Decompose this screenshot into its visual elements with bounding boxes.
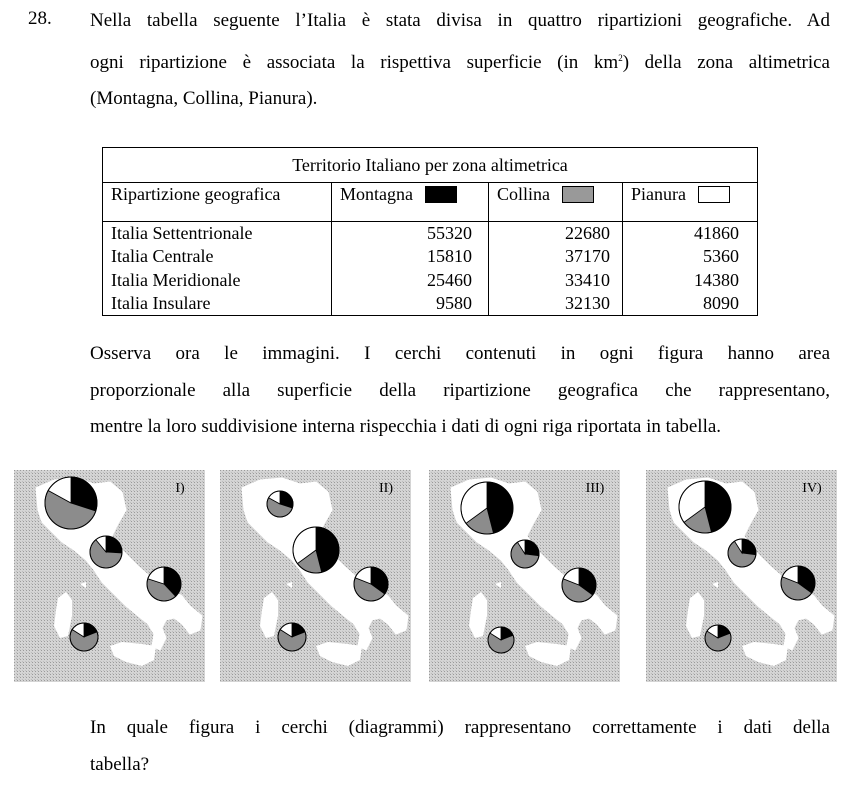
observe-line: proporzionale alla superficie della ripartizione geografica che rappresentano,: [90, 379, 830, 401]
montagna-values: [332, 222, 489, 316]
region-name: Italia Centrale: [111, 246, 214, 267]
collina-values: [489, 222, 623, 316]
pie-chart: [354, 567, 388, 601]
region-name: Italia Insulare: [111, 292, 211, 313]
table-title: Territorio Italiano per zona altimetrica: [103, 148, 758, 183]
pie-chart: [147, 567, 181, 601]
value-cell: 55320: [427, 223, 472, 243]
pie-chart: [511, 540, 539, 568]
pie-chart: [562, 568, 596, 602]
observe-paragraph: [90, 336, 830, 446]
table-body-row: [103, 222, 758, 316]
map-figure: [14, 470, 205, 682]
figures-row: [14, 470, 834, 682]
ask-line: tabella?: [90, 753, 150, 775]
value-cell: 37170: [565, 246, 610, 267]
value-cell: 14380: [694, 269, 739, 290]
montagna-swatch: [425, 186, 457, 203]
value-cell: 8090: [703, 292, 739, 313]
value-cell: 5360: [703, 246, 739, 267]
pie-chart: [488, 627, 514, 653]
question-ask: [90, 710, 830, 783]
figure-label: IV): [802, 481, 822, 496]
value-cell: 33410: [565, 269, 610, 290]
pie-chart: [45, 477, 97, 529]
data-table: [102, 147, 758, 316]
map-figure: [646, 470, 837, 682]
map-figure: [220, 470, 411, 682]
figure-I[interactable]: [14, 470, 205, 682]
header-region: Ripartizione geografica: [103, 183, 332, 222]
pie-chart: [461, 482, 513, 534]
pie-chart: [90, 536, 122, 568]
pie-chart: [293, 527, 339, 573]
pie-chart: [70, 623, 98, 651]
pie-chart: [781, 566, 815, 600]
pie-chart: [267, 491, 293, 517]
question-number: 28.: [28, 8, 52, 29]
figure-label: III): [585, 481, 605, 496]
pianura-values: [623, 222, 758, 316]
value-cell: 41860: [694, 223, 739, 243]
intro-line: (Montagna, Collina, Pianura).: [90, 88, 318, 109]
header-pianura: Pianura: [623, 183, 758, 222]
figure-label: II): [379, 481, 393, 496]
intro-line: ogni ripartizione è associata la rispettiva superficie (in $km^2$) della zona altimetrica: [90, 51, 830, 73]
pie-chart: [705, 625, 731, 651]
value-cell: 32130: [565, 292, 610, 313]
question-intro: [90, 3, 830, 118]
region-name: Italia Settentrionale: [111, 223, 253, 243]
figure-IV[interactable]: [646, 470, 837, 682]
header-montagna: Montagna: [332, 183, 489, 222]
table-header-row: [103, 183, 758, 222]
region-names: [103, 222, 332, 316]
observe-line: Osserva ora le immagini. I cerchi contenuti in ogni figura hanno area: [90, 343, 830, 364]
pie-chart: [728, 539, 756, 567]
value-cell: 22680: [565, 223, 610, 243]
header-collina: Collina: [489, 183, 623, 222]
map-figure: [429, 470, 620, 682]
pie-chart: [278, 623, 306, 651]
pie-chart: [679, 481, 731, 533]
figure-II[interactable]: [220, 470, 411, 682]
ask-line: In quale figura i cerchi (diagrammi) rappresentano correttamente i dati della: [90, 717, 830, 738]
pianura-swatch: [698, 186, 730, 203]
region-name: Italia Meridionale: [111, 269, 241, 290]
value-cell: 25460: [427, 269, 472, 290]
figure-III[interactable]: [429, 470, 620, 682]
figure-label: I): [175, 481, 185, 496]
value-cell: 9580: [436, 292, 472, 313]
observe-line: mentre la loro suddivisione interna rispecchia i dati di ogni riga riportata in tabella.: [90, 416, 722, 437]
collina-swatch: [562, 186, 594, 203]
value-cell: 15810: [427, 246, 472, 267]
intro-line: Nella tabella seguente l’Italia è stata divisa in quattro ripartizioni geografiche. Ad: [90, 10, 830, 31]
